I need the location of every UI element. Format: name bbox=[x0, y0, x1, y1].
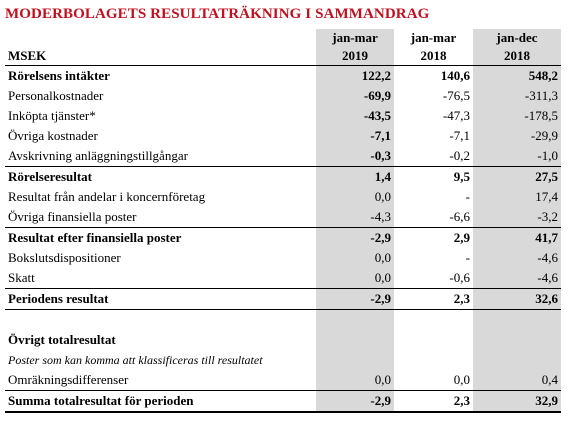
header-row-year bbox=[5, 47, 561, 66]
row-value: -4,3 bbox=[316, 207, 394, 228]
row-value: 0,0 bbox=[316, 370, 394, 391]
row-value: -0,6 bbox=[394, 268, 473, 289]
row-value: -69,9 bbox=[316, 86, 394, 106]
row-value: 548,2 bbox=[473, 66, 561, 87]
table-row bbox=[5, 248, 561, 268]
row-value: -0,2 bbox=[394, 146, 473, 167]
row-value: 0,0 bbox=[316, 187, 394, 207]
row-value: 27,5 bbox=[473, 167, 561, 188]
row-label: Resultat efter finansiella poster bbox=[8, 230, 182, 245]
row-label: Rörelsens intäkter bbox=[8, 68, 110, 83]
table-row bbox=[5, 106, 561, 126]
row-value: -7,1 bbox=[449, 128, 470, 143]
row-value: -29,9 bbox=[473, 126, 561, 146]
col-period-3: jan-dec bbox=[473, 29, 561, 47]
row-value: 1,4 bbox=[316, 167, 394, 188]
row-value: -4,6 bbox=[473, 268, 561, 289]
row-value: -178,5 bbox=[473, 106, 561, 126]
row-value: 0,4 bbox=[473, 370, 561, 391]
row-label: Inköpta tjänster* bbox=[8, 108, 96, 123]
row-value: -2,9 bbox=[316, 228, 394, 249]
row-value: -7,1 bbox=[316, 126, 394, 146]
col-year-1: 2019 bbox=[316, 47, 394, 66]
row-value: 0,0 bbox=[394, 370, 473, 391]
row-label: Summa totalresultat för perioden bbox=[5, 391, 316, 413]
section-note-row bbox=[5, 350, 561, 370]
row-value: -1,0 bbox=[473, 146, 561, 167]
table-row bbox=[5, 207, 561, 228]
report-title: MODERBOLAGETS RESULTATRÄKNING I SAMMANDRAG bbox=[5, 6, 430, 22]
row-value: -2,9 bbox=[316, 289, 394, 310]
row-value: - bbox=[465, 250, 470, 265]
table-row bbox=[5, 146, 561, 167]
row-value: -76,5 bbox=[442, 88, 470, 103]
row-value: - bbox=[465, 189, 470, 204]
table-row bbox=[5, 86, 561, 106]
row-label: Övriga finansiella poster bbox=[5, 207, 316, 228]
row-value: -0,3 bbox=[316, 146, 394, 167]
row-value: 41,7 bbox=[473, 228, 561, 249]
row-value: 32,6 bbox=[473, 289, 561, 310]
table-row bbox=[5, 289, 561, 310]
row-value: 0,0 bbox=[316, 268, 394, 289]
table-row bbox=[5, 187, 561, 207]
table-row bbox=[5, 126, 561, 146]
row-value: 17,4 bbox=[473, 187, 561, 207]
table-row bbox=[5, 268, 561, 289]
row-label: Avskrivning anläggningstillgångar bbox=[5, 146, 316, 167]
section-heading-row bbox=[5, 330, 561, 350]
header-row-period bbox=[5, 29, 561, 47]
row-value: 2,9 bbox=[453, 230, 470, 245]
section-heading: Övrigt totalresultat bbox=[8, 332, 116, 347]
row-value: 0,0 bbox=[316, 248, 394, 268]
col-period-1: jan-mar bbox=[316, 29, 394, 47]
table-row bbox=[5, 391, 561, 413]
row-value: -311,3 bbox=[473, 86, 561, 106]
table-row bbox=[5, 370, 561, 391]
section-note: Poster som kan komma att klassificeras till resultatet bbox=[8, 353, 263, 367]
row-label: Rörelseresultat bbox=[8, 169, 92, 184]
row-value: -2,9 bbox=[316, 391, 394, 413]
spacer-row bbox=[5, 310, 561, 331]
row-value: 2,3 bbox=[394, 289, 473, 310]
unit-label: MSEK bbox=[5, 47, 316, 66]
row-value: 2,3 bbox=[394, 391, 473, 413]
row-value: -3,2 bbox=[473, 207, 561, 228]
row-value: 32,9 bbox=[473, 391, 561, 413]
row-value: 9,5 bbox=[453, 169, 470, 184]
row-label: Omräkningsdifferenser bbox=[5, 370, 316, 391]
row-value: 140,6 bbox=[440, 68, 470, 83]
col-year-2: 2018 bbox=[394, 47, 473, 66]
col-year-3: 2018 bbox=[473, 47, 561, 66]
row-value: -47,3 bbox=[442, 108, 470, 123]
row-label: Övriga kostnader bbox=[8, 128, 98, 143]
table-row bbox=[5, 228, 561, 249]
row-label: Personalkostnader bbox=[8, 88, 104, 103]
row-value: -43,5 bbox=[316, 106, 394, 126]
row-label: Skatt bbox=[5, 268, 316, 289]
table-row bbox=[5, 167, 561, 188]
row-label: Bokslutsdispositioner bbox=[8, 250, 121, 265]
row-label: Resultat från andelar i koncernföretag bbox=[8, 189, 206, 204]
row-value: -4,6 bbox=[473, 248, 561, 268]
row-value: -6,6 bbox=[394, 207, 473, 228]
row-value: 122,2 bbox=[316, 66, 394, 87]
income-statement-table bbox=[5, 29, 561, 413]
row-label: Periodens resultat bbox=[5, 289, 316, 310]
col-period-2: jan-mar bbox=[410, 30, 457, 45]
table-row bbox=[5, 66, 561, 87]
